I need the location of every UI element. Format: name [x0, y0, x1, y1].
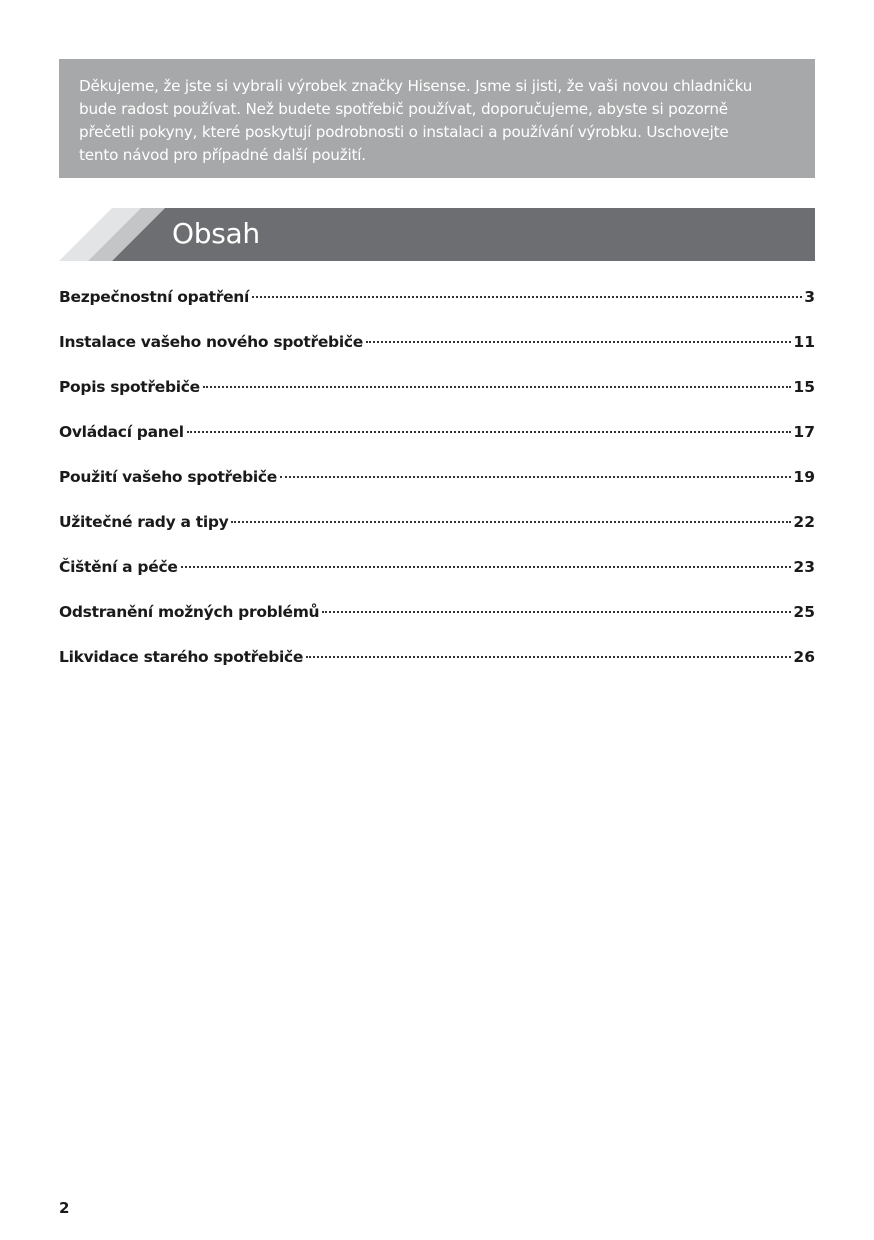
- toc-leader: [306, 656, 791, 658]
- toc-leader: [366, 341, 791, 343]
- toc-entry-title: Užitečné rady a tipy: [59, 513, 229, 531]
- toc-entry-page: 19: [793, 468, 815, 486]
- toc-leader: [280, 476, 791, 478]
- toc-entry[interactable]: [59, 555, 815, 600]
- toc-entry-page: 3: [804, 288, 815, 306]
- toc-entry[interactable]: [59, 510, 815, 555]
- toc-entry-title: Ovládací panel: [59, 423, 184, 441]
- toc-entry-title: Instalace vašeho nového spotřebiče: [59, 333, 363, 351]
- toc-entry[interactable]: [59, 600, 815, 645]
- toc-entry-title: Popis spotřebiče: [59, 378, 200, 396]
- toc-entry[interactable]: [59, 645, 815, 690]
- toc-entry-page: 15: [793, 378, 815, 396]
- toc-entry-title: Odstranění možných problémů: [59, 603, 320, 621]
- toc-leader: [181, 566, 792, 568]
- toc-entry[interactable]: [59, 420, 815, 465]
- section-header: [59, 208, 815, 261]
- section-title: Obsah: [172, 217, 260, 250]
- toc-entry-page: 22: [793, 513, 815, 531]
- toc-entry-title: Čištění a péče: [59, 558, 178, 576]
- toc-leader: [231, 521, 791, 523]
- intro-line: tento návod pro případné další použití.: [79, 146, 366, 164]
- toc-entry[interactable]: [59, 465, 815, 510]
- toc-entry-page: 23: [793, 558, 815, 576]
- toc-entry-title: Bezpečnostní opatření: [59, 288, 250, 306]
- table-of-contents: [59, 285, 815, 690]
- intro-line: přečetli pokyny, které poskytují podrobnosti o instalaci a používání výrobku. Uschovejte: [79, 123, 729, 141]
- toc-leader: [322, 611, 791, 613]
- toc-leader: [203, 386, 792, 388]
- toc-entry-title: Použití vašeho spotřebiče: [59, 468, 278, 486]
- toc-leader: [187, 431, 792, 433]
- toc-entry[interactable]: [59, 285, 815, 330]
- toc-entry-page: 26: [793, 648, 815, 666]
- intro-line: bude radost používat. Než budete spotřebič používat, doporučujeme, abyste si pozorně: [79, 100, 728, 118]
- toc-entry[interactable]: [59, 330, 815, 375]
- toc-entry-title: Likvidace starého spotřebiče: [59, 648, 304, 666]
- toc-entry-page: 17: [793, 423, 815, 441]
- toc-entry-page: 11: [793, 333, 815, 351]
- page-number: 2: [59, 1199, 70, 1217]
- intro-line: Děkujeme, že jste si vybrali výrobek značky Hisense. Jsme si jisti, že vaši novou chladničku: [79, 77, 753, 95]
- intro-box: [59, 59, 815, 178]
- toc-entry-page: 25: [793, 603, 815, 621]
- toc-entry[interactable]: [59, 375, 815, 420]
- toc-leader: [252, 296, 802, 298]
